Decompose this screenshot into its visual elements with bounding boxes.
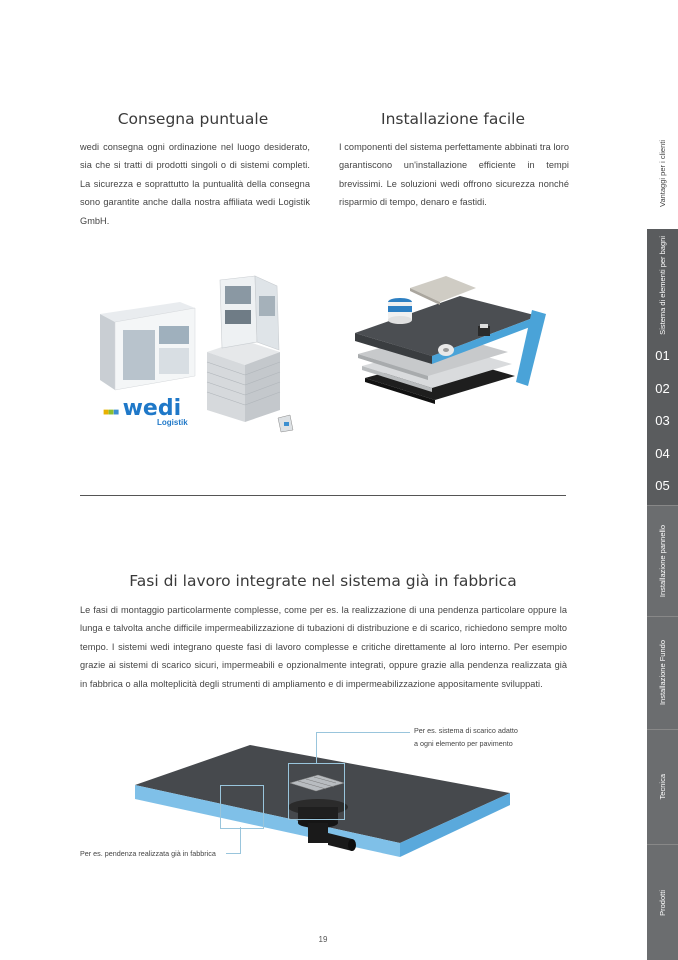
heading-fasi-di-lavoro: Fasi di lavoro integrate nel sistema già in fabbrica — [129, 572, 517, 590]
paragraph-consegna: wedi consegna ogni ordinazione nel luogo desiderato, sia che si tratti di prodotti singoli o di sistemi completi. La sicurezza e soprattutto la puntualità della consegna sono garantite anche dalla nostra affiliata wedi Logistik GmbH. — [80, 142, 310, 226]
sidebar-sistema[interactable]: Sistema di elementi per bagni — [647, 229, 678, 341]
page-number: 19 — [318, 935, 328, 944]
section-sidebar — [647, 0, 678, 959]
sidebar-installazione-fundo[interactable]: Installazione Fundo — [647, 616, 678, 729]
heading-consegna-puntuale: Consegna puntuale — [117, 110, 269, 128]
sidebar-num-03[interactable]: 03 — [655, 413, 670, 428]
sidebar-vantaggi[interactable]: Vantaggi per i clienti — [647, 118, 678, 228]
section-divider — [80, 495, 566, 496]
logo-dots: ■■■ — [103, 407, 119, 418]
paragraph-installazione: I componenti del sistema perfettamente abbinati tra loro garantiscono un'installazione efficiente in tempi brevissimi. Le soluzioni wedi offrono sicurezza nonché risparmio di tempo, denaro e fastidi. — [339, 142, 569, 208]
layered-system-image — [350, 268, 560, 428]
callout-drain-line-v — [316, 732, 317, 763]
callout-drain-line-h — [316, 732, 410, 733]
heading-installazione-facile: Installazione facile — [381, 110, 525, 128]
callout-slope-text: Per es. pendenza realizzata già in fabbrica — [80, 849, 216, 858]
sidebar-tecnica[interactable]: Tecnica — [647, 729, 678, 844]
wedi-logo: wedi — [122, 396, 182, 421]
sidebar-num-01[interactable]: 01 — [655, 348, 670, 363]
callout-drain-text: Per es. sistema di scarico adatto a ogni elemento per pavimento — [414, 726, 518, 748]
sidebar-num-02[interactable]: 02 — [655, 381, 670, 396]
sidebar-num-04[interactable]: 04 — [655, 446, 670, 461]
callout-drain-box — [288, 763, 345, 820]
sidebar-installazione-pannello[interactable]: Installazione pannello — [647, 505, 678, 616]
logistik-product-image — [95, 272, 310, 437]
callout-slope-line-v — [240, 827, 241, 853]
paragraph-fasi: Le fasi di montaggio particolarmente complesse, come per es. la realizzazione di una pendenza particolare oppure la lunga e talvolta anche difficile impermeabilizzazione di tubazioni di distribuzione e di scarico, richiedono sempre molto tempo. I sistemi wedi integrano queste fasi di lavoro complesse e critiche direttamente al loro interno. Per esempio grazie ai sistemi di scarico sicuri, impermeabili e opzionalmente integrati, oppure grazie alla pendenza realizzata già in fabbrica o alla molteplicità degli strumenti di ampliamento e di impermeabilizzazione appositamente sviluppati. — [80, 605, 567, 689]
callout-slope-line-h — [226, 853, 241, 854]
logistik-label: Logistik — [157, 418, 188, 427]
sidebar-num-05[interactable]: 05 — [655, 478, 670, 493]
sidebar-prodotti[interactable]: Prodotti — [647, 844, 678, 960]
callout-slope-box — [220, 785, 264, 829]
